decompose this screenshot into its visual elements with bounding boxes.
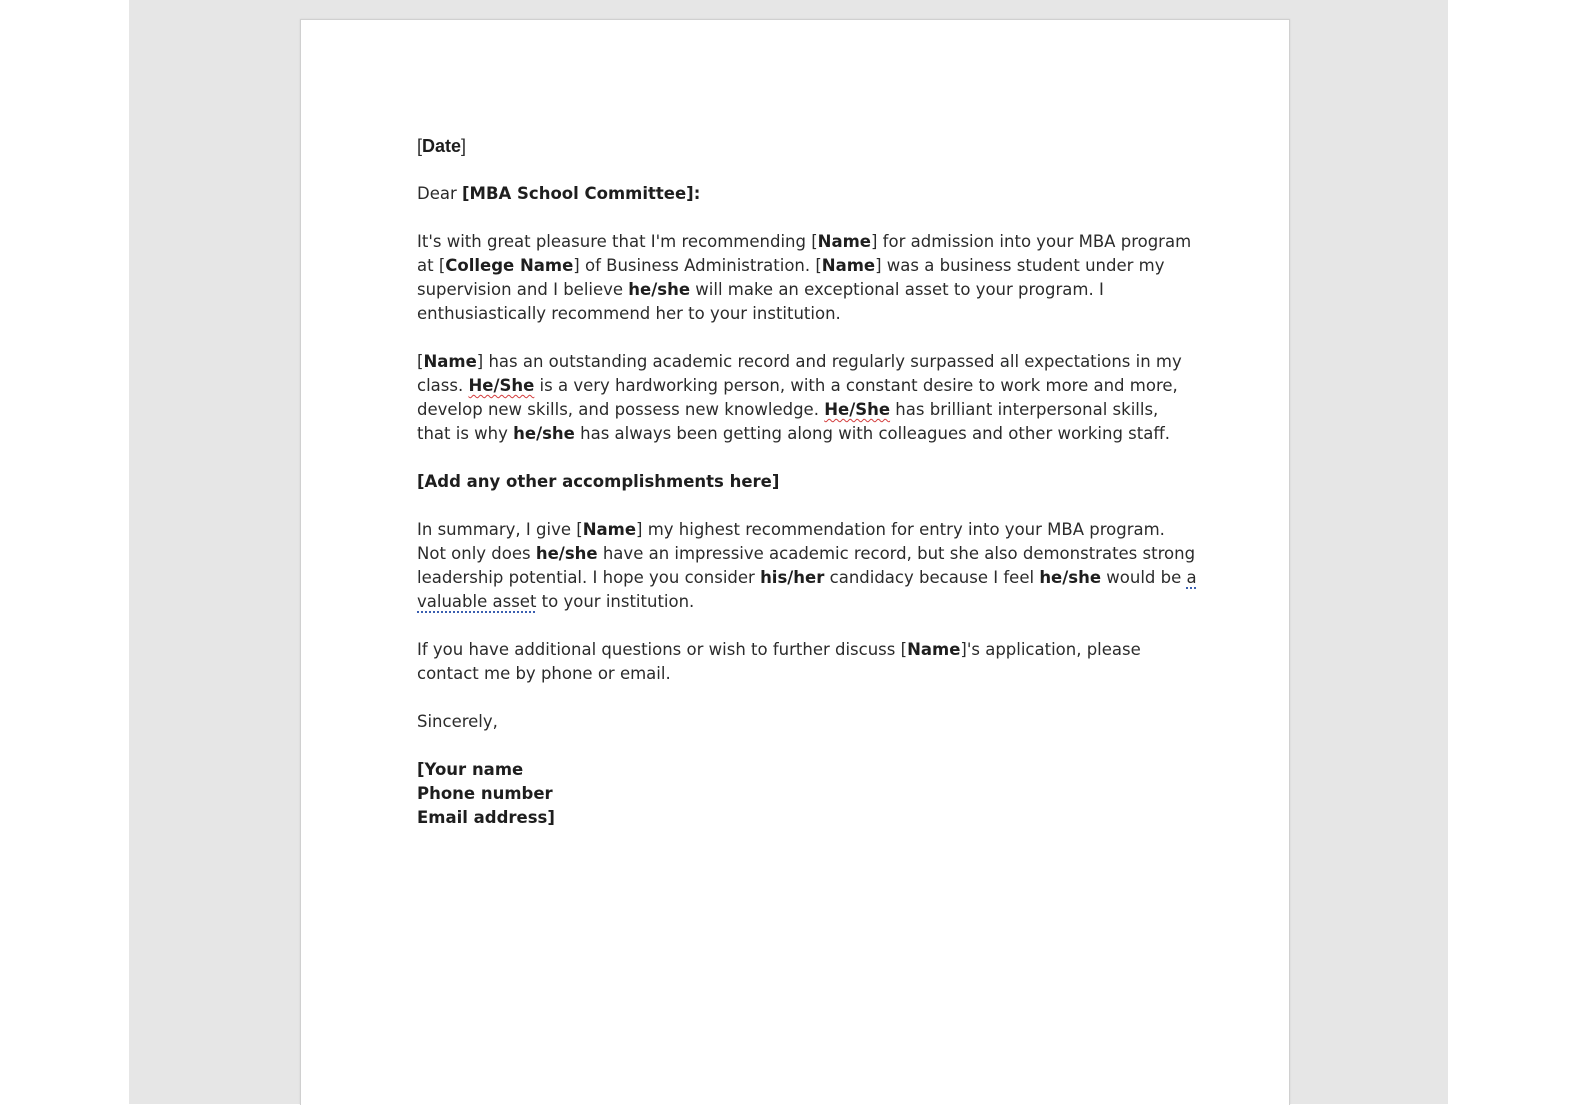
document-page[interactable] [300, 19, 1290, 1105]
salutation-prefix: Dear [417, 184, 462, 203]
placeholder-pronoun: he/she [535, 544, 598, 563]
placeholder-pronoun: he/she [1039, 568, 1102, 587]
text-run: candidacy because I feel [824, 568, 1040, 587]
placeholder-college-name: College Name [445, 256, 574, 275]
signature-block [417, 758, 1197, 830]
placeholder-name: Name [423, 352, 477, 371]
text-run: In summary, I give [ [417, 520, 583, 539]
date-open-bracket: [ [417, 136, 423, 156]
text-run: If you have additional questions or wish to further discuss [ [417, 640, 908, 659]
text-run: would be [1101, 568, 1187, 587]
paragraph-accomplishments-placeholder [417, 470, 1197, 494]
signature-phone: Phone number [417, 784, 553, 803]
placeholder-name: Name [582, 520, 637, 539]
spelling-flagged-pronoun[interactable]: He/She [468, 376, 535, 395]
date-label: Date [422, 136, 462, 156]
text-run: have an impressive academic record, but she also demonstrates strong leadership potential. I hope you consider [417, 544, 1196, 587]
spelling-flagged-pronoun[interactable]: He/She [824, 400, 891, 419]
placeholder-name: Name [817, 232, 871, 251]
signature-email: Email address] [417, 808, 555, 827]
salutation-recipient: [MBA School Committee] [462, 184, 694, 203]
placeholder-name: Name [907, 640, 961, 659]
text-run: ] was a business student under my supervision and I believe [417, 256, 1165, 299]
placeholder-pronoun: he/she [513, 424, 575, 443]
placeholder-pronoun: he/she [628, 280, 691, 299]
salutation-suffix: : [693, 184, 701, 203]
text-run: is a very hardworking person, with a constant desire to work more and more, develop new skills, and possess new knowledge. [417, 376, 1178, 419]
grammar-flagged-phrase[interactable]: a valuable asset [417, 568, 1197, 611]
text-run: will make an exceptional asset to your program. I enthusiastically recommend her to your institution. [417, 280, 1104, 323]
closing: Sincerely, [417, 712, 498, 731]
text-run: ] of Business Administration. [ [573, 256, 822, 275]
paragraph-summary [417, 518, 1197, 614]
date-close-bracket: ] [461, 136, 467, 156]
paragraph-intro [417, 230, 1197, 326]
signature-name: [Your name [417, 760, 524, 779]
text-run: ] has an outstanding academic record and regularly surpassed all expectations in my class. [417, 352, 1182, 395]
paragraph-academic-record [417, 350, 1197, 446]
placeholder-pronoun: his/her [760, 568, 825, 587]
placeholder-name: Name [821, 256, 876, 275]
text-run: to your institution. [536, 592, 695, 611]
text-run: has brilliant interpersonal skills, that is why [417, 400, 1159, 443]
text-run: ] my highest recommendation for entry into your MBA program. Not only does [417, 520, 1165, 563]
text-run: has always been getting along with colleagues and other working staff. [574, 424, 1170, 443]
paragraph-contact [417, 638, 1197, 686]
text-run: ] for admission into your MBA program at [ [417, 232, 1192, 275]
letter-body[interactable] [417, 134, 1197, 830]
text-run: It's with great pleasure that I'm recommending [ [417, 232, 818, 251]
salutation [417, 182, 1197, 206]
text-run: ]'s application, please contact me by phone or email. [417, 640, 1141, 683]
accomplishments-placeholder: [Add any other accomplishments here] [417, 472, 780, 491]
date-placeholder [417, 134, 1197, 158]
text-run: [ [417, 352, 424, 371]
